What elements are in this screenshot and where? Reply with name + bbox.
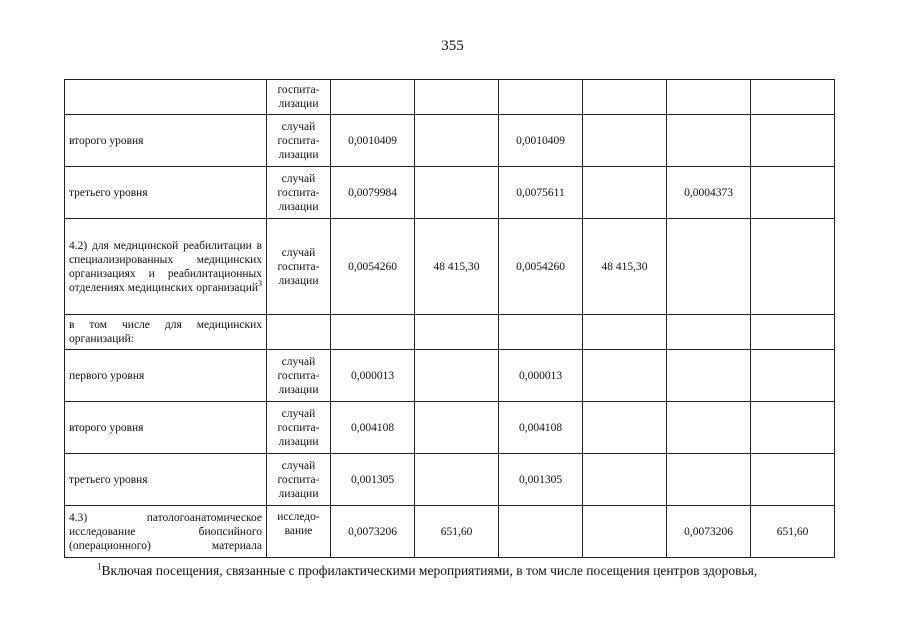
cell-c6 [751, 167, 835, 219]
cell-c1: 0,0010409 [331, 115, 415, 167]
cell-c6 [751, 402, 835, 454]
row-name [65, 219, 267, 315]
cell-c5 [667, 219, 751, 315]
table-row [65, 506, 835, 558]
cell-c1: 0,0079984 [331, 167, 415, 219]
table-row [65, 402, 835, 454]
cell-c5: 0,0004373 [667, 167, 751, 219]
cell-c1: 0,001305 [331, 454, 415, 506]
page-number: 355 [441, 38, 464, 54]
cell-c6 [751, 219, 835, 315]
cell-c4 [583, 402, 667, 454]
cell-c3 [499, 506, 583, 558]
row-unit [267, 115, 331, 167]
footnote-text: Включая посещения, связанные с профилактическими мероприятиями, в том числе посещения центров здоровья, [101, 563, 758, 578]
cell-c2 [415, 167, 499, 219]
cell-c5 [667, 350, 751, 402]
cell-c1: 0,0054260 [331, 219, 415, 315]
cell-c5 [667, 315, 751, 350]
unit-text: случай госпита- лизации [277, 355, 320, 396]
footnote-ref: 3 [258, 278, 262, 288]
row-unit [267, 219, 331, 315]
unit-text: случай госпита- лизации [277, 459, 320, 500]
row-unit [267, 506, 331, 558]
cell-c6 [751, 115, 835, 167]
cell-c3: 0,0054260 [499, 219, 583, 315]
cell-c2 [415, 80, 499, 115]
cell-c5 [667, 402, 751, 454]
unit-text: госпита- лизации [277, 84, 320, 110]
cell-c4 [583, 167, 667, 219]
row-name: третьего уровня [65, 167, 267, 219]
cell-c6: 651,60 [751, 506, 835, 558]
cell-c3: 0,001305 [499, 454, 583, 506]
table-row [65, 167, 835, 219]
cell-c2 [415, 454, 499, 506]
cell-c5 [667, 80, 751, 115]
row-unit [267, 80, 331, 115]
row-name: второго уровня [65, 115, 267, 167]
unit-text: случай госпита- лизации [277, 120, 320, 161]
cell-c6 [751, 454, 835, 506]
cell-c3: 0,000013 [499, 350, 583, 402]
row-name: 4.3) патологоанатомическое исследование биопсийного (операционного) материала [65, 506, 267, 558]
table-row [65, 80, 835, 115]
cell-c4 [583, 506, 667, 558]
unit-text: случай госпита- лизации [277, 407, 320, 448]
cell-c2 [415, 115, 499, 167]
row-name: второго уровня [65, 402, 267, 454]
cell-c1: 0,0073206 [331, 506, 415, 558]
cell-c6 [751, 315, 835, 350]
cell-c1: 0,000013 [331, 350, 415, 402]
cell-c6 [751, 80, 835, 115]
cell-c4 [583, 115, 667, 167]
table-row [65, 350, 835, 402]
data-table [64, 79, 835, 558]
cell-c3: 0,0075611 [499, 167, 583, 219]
table-row [65, 115, 835, 167]
cell-c2 [415, 350, 499, 402]
cell-c4: 48 415,30 [583, 219, 667, 315]
cell-c4 [583, 315, 667, 350]
cell-c1 [331, 315, 415, 350]
unit-text: случай госпита- лизации [277, 172, 320, 213]
cell-c5: 0,0073206 [667, 506, 751, 558]
cell-c2: 651,60 [415, 506, 499, 558]
table-row [65, 219, 835, 315]
cell-c2 [415, 315, 499, 350]
cell-c4 [583, 350, 667, 402]
row-unit [267, 315, 331, 350]
row-name [65, 80, 267, 115]
cell-c4 [583, 80, 667, 115]
cell-c1: 0,004108 [331, 402, 415, 454]
cell-c6 [751, 350, 835, 402]
footnote [97, 563, 897, 579]
footnote-marker: 1 [97, 561, 102, 572]
cell-c1 [331, 80, 415, 115]
table-row [65, 315, 835, 350]
table-row [65, 454, 835, 506]
cell-c3: 0,0010409 [499, 115, 583, 167]
row-unit [267, 167, 331, 219]
row-unit [267, 454, 331, 506]
row-name: в том числе для медицинских организаций: [65, 315, 267, 350]
row-unit [267, 402, 331, 454]
cell-c2 [415, 402, 499, 454]
unit-text: случай госпита- лизации [277, 246, 320, 287]
cell-c3 [499, 315, 583, 350]
cell-c3: 0,004108 [499, 402, 583, 454]
row-name-text: 4.2) для медицинской реабилитации в специализированных медицинских организациях и реабилитационных отделениях медицинских организаций [69, 239, 262, 294]
cell-c5 [667, 454, 751, 506]
row-name: первого уровня [65, 350, 267, 402]
cell-c5 [667, 115, 751, 167]
row-name: третьего уровня [65, 454, 267, 506]
cell-c3 [499, 80, 583, 115]
unit-text: исследо- вание [277, 511, 320, 537]
cell-c2: 48 415,30 [415, 219, 499, 315]
cell-c4 [583, 454, 667, 506]
row-unit [267, 350, 331, 402]
